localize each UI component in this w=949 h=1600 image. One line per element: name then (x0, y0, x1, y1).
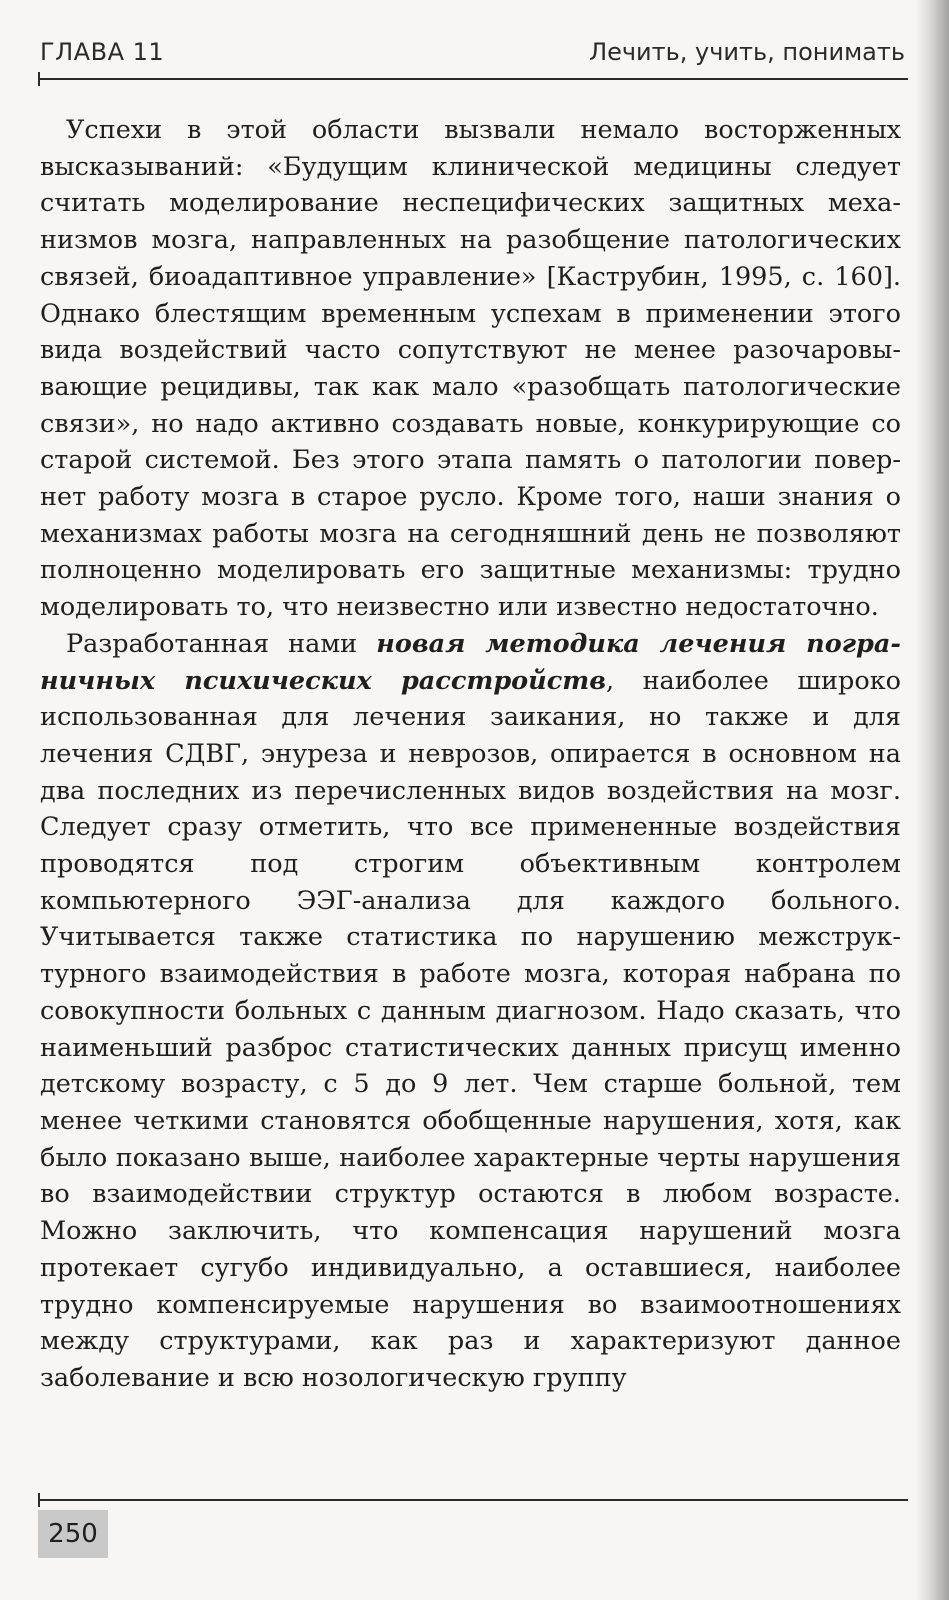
paragraph-1: Успехи в этой области вызвали немало восторженных высказываний: «Будущим клинической медицины следует считать моделирование неспецифических защитных механизмов мозга, направленных на разобщение патологических связей, биоадаптивное управление» [Каструбин, 1995, с. 160]. Однако блестящим временным успехам в применении этого вида воздействий часто сопутствуют не менее разочаровывающие рецидивы, так как мало «разобщать патологические связи», но надо активно создавать новые, конкурирующие со старой системой. Без этого этапа память о патологии повернет работу мозга в старое русло. Кроме того, наши знания о механизмах работы мозга на сегодняшний день не позволяют полноценно моделировать его защитные механизмы: трудно моделировать то, что неизвестно или известно недостаточно. (40, 115, 901, 623)
paragraph-2 (40, 626, 901, 1397)
emphasized-term: новая методика лечения пограничных психических расстройств (40, 628, 901, 696)
paragraph-2-rest: , наиболее широко использованная для лечения заикания, но также и для лечения СДВГ, энуреза и неврозов, опирается в основном на два последних из перечисленных видов воздействия на мозг. Следует сразу отметить, что все примененные воздействия проводятся под строгим объективным контролем компьютерного ЭЭГ-анализа для каждого больного. Учитывается также статистика по нарушению межструктурного взаимодействия в работе мозга, которая набрана по совокупности больных с данным диагнозом. Надо сказать, что наименьший разброс статистических данных присущ именно детскому возрасту, с 5 до 9 лет. Чем старше больной, тем менее четкими становятся обобщенные нарушения, хотя, как было показано выше, наиболее характерные черты нарушения во взаимодействии структур остаются в любом возрасте. Можно заключить, что компенсация нарушений мозга протекает сугубо индивидуально, а оставшиеся, наиболее трудно компенсируемые нарушения во взаимоотношениях между структурами, как раз и характеризуют данное заболевание и всю нозологическую группу (40, 665, 901, 1393)
page-edge-shadow (915, 0, 949, 1600)
footer-rule (40, 1499, 908, 1501)
running-head (40, 38, 905, 74)
chapter-label: ГЛАВА 11 (40, 38, 165, 66)
paragraph-2-lead: Разработанная нами (66, 628, 377, 659)
header-rule (40, 78, 908, 80)
body-text (40, 112, 901, 1397)
section-title: Лечить, учить, понимать (589, 38, 905, 66)
page-number: 250 (38, 1510, 108, 1558)
